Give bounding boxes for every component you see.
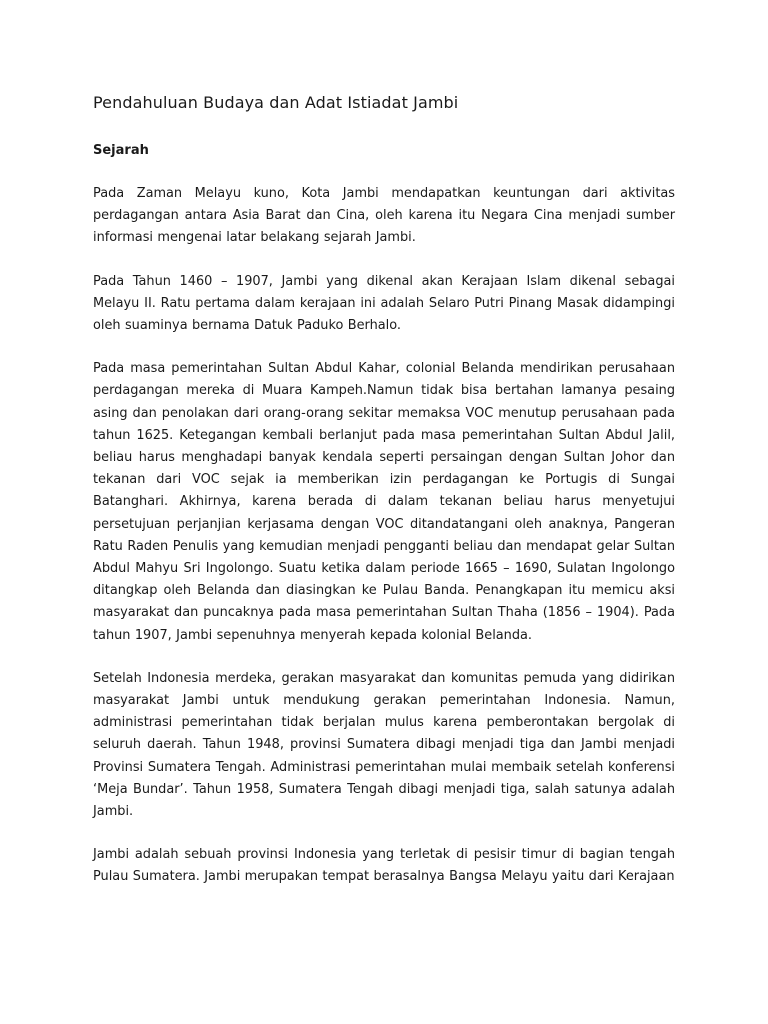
paragraph: Setelah Indonesia merdeka, gerakan masyarakat dan komunitas pemuda yang didirikan masyarakat Jambi untuk mendukung gerakan pemerintahan Indonesia. Namun, administrasi pemerintahan tidak berjalan mulus karena pemberontakan bergolak di seluruh daerah. Tahun 1948, provinsi Sumatera dibagi menjadi tiga dan Jambi menjadi Provinsi Sumatera Tengah. Administrasi pemerintahan mulai membaik setelah konferensi ‘Meja Bundar’. Tahun 1958, Sumatera Tengah dibagi menjadi tiga, salah satunya adalah Jambi. bbox=[93, 670, 675, 820]
section-heading: Sejarah bbox=[93, 143, 149, 158]
paragraph: Jambi adalah sebuah provinsi Indonesia yang terletak di pesisir timur di bagian tengah Pulau Sumatera. Jambi merupakan tempat berasalnya Bangsa Melayu yaitu dari Kerajaan bbox=[93, 847, 675, 885]
document-title: Pendahuluan Budaya dan Adat Istiadat Jambi bbox=[93, 93, 459, 112]
paragraph: Pada Tahun 1460 – 1907, Jambi yang dikenal akan Kerajaan Islam dikenal sebagai Melayu II. Ratu pertama dalam kerajaan ini adalah Selaro Putri Pinang Masak didampingi oleh suaminya bernama Datuk Paduko Berhalo. bbox=[93, 273, 675, 334]
paragraph: Pada Zaman Melayu kuno, Kota Jambi mendapatkan keuntungan dari aktivitas perdagangan antara Asia Barat dan Cina, oleh karena itu Negara Cina menjadi sumber informasi mengenai latar belakang sejarah Jambi. bbox=[93, 186, 675, 246]
document-body bbox=[93, 90, 675, 910]
paragraph: Pada masa pemerintahan Sultan Abdul Kahar, colonial Belanda mendirikan perusahaan perdagangan mereka di Muara Kampeh.Namun tidak bisa bertahan lamanya pesaing asing dan penolakan dari orang-orang sekitar memaksa VOC menutup perusahaan pada tahun 1625. Ketegangan kembali berlanjut pada masa pemerintahan Sultan Abdul Jalil, beliau harus menghadapi banyak kendala seperti persaingan dengan Sultan Johor dan tekanan dari VOC sejak ia memberikan izin perdagangan ke Portugis di Sungai Batanghari. Akhirnya, karena berada di dalam tekanan beliau harus menyetujui persetujuan perjanjian kerjasama dengan VOC ditandatangani oleh anaknya, Pangeran Ratu Raden Penulis yang kemudian menjadi pengganti beliau dan mendapat gelar Sultan Abdul Mahyu Sri Ingolongo. Suatu ketika dalam periode 1665 – 1690, Sulatan Ingolongo ditangkap oleh Belanda dan diasingkan ke Pulau Banda. Penangkapan itu memicu aksi masyarakat dan puncaknya pada masa pemerintahan Sultan Thaha (1856 – 1904). Pada tahun 1907, Jambi sepenuhnya menyerah kepada kolonial Belanda. bbox=[93, 361, 675, 643]
